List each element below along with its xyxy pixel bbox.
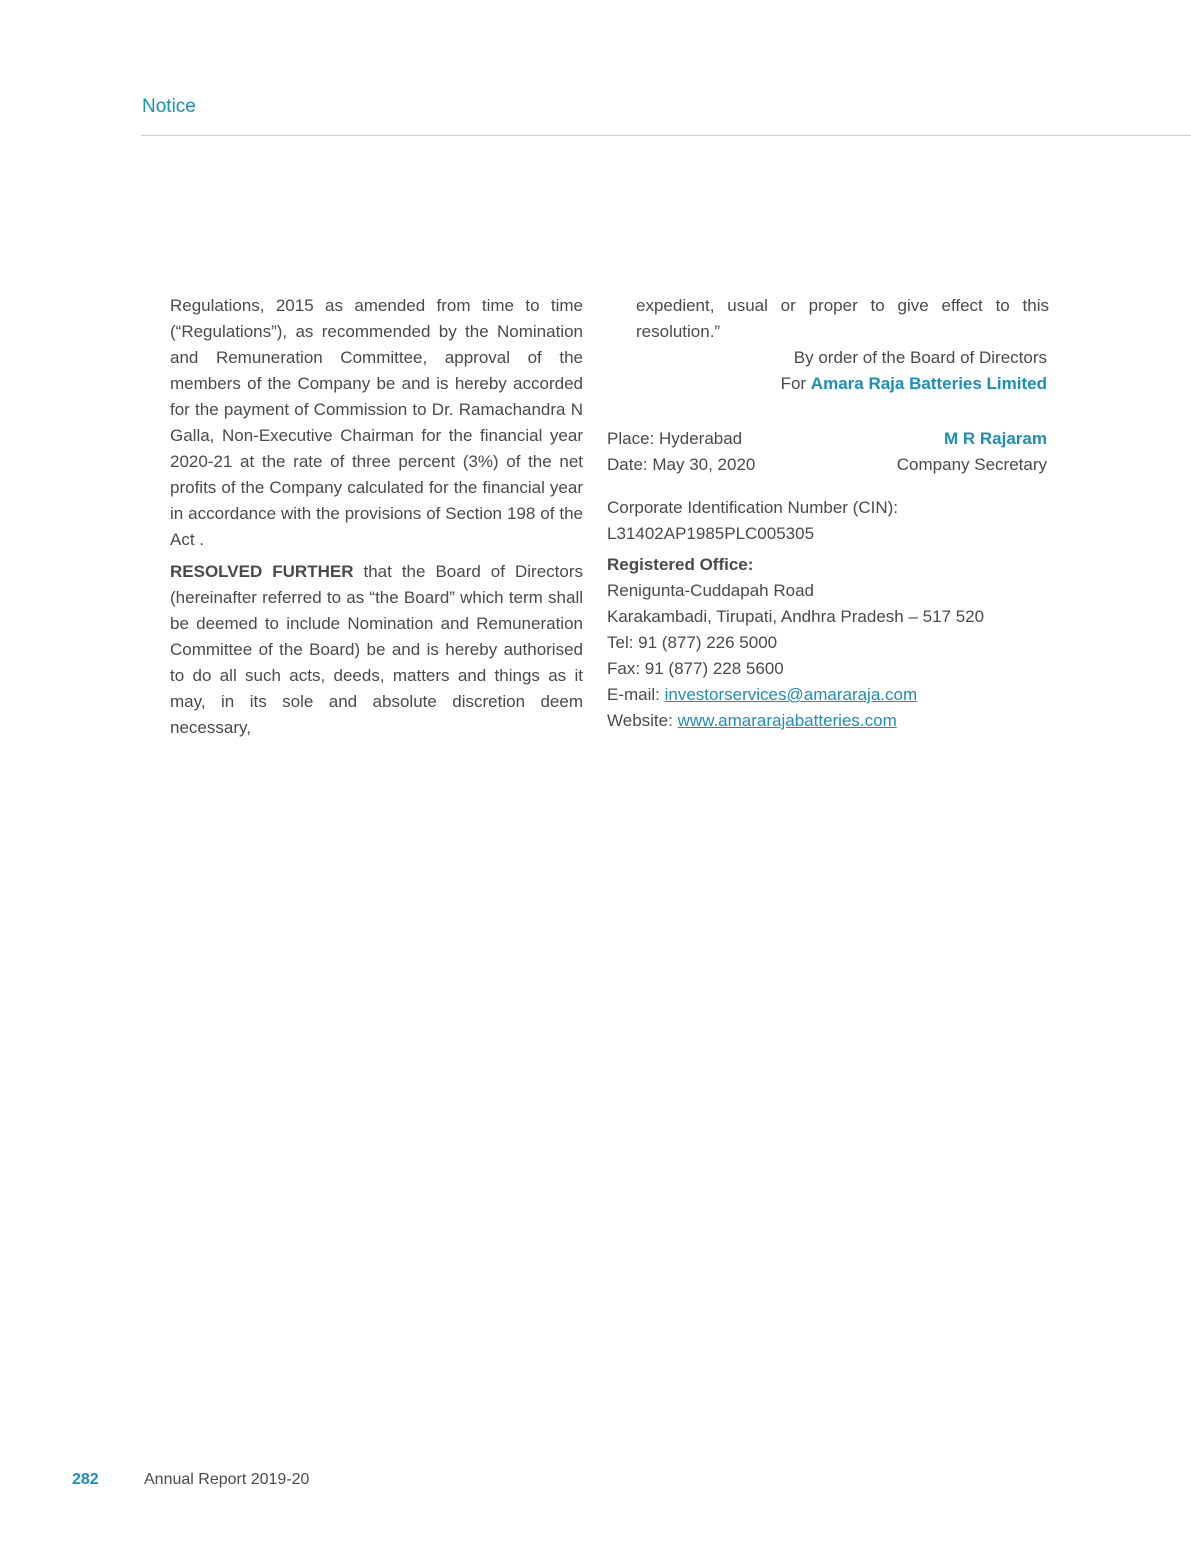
- signatory-title: Company Secretary: [896, 455, 1047, 474]
- order-line: By order of the Board of Directors: [793, 348, 1047, 367]
- telephone: Tel: 91 (877) 226 5000: [607, 633, 778, 652]
- footer-title: Annual Report 2019-20: [144, 1471, 310, 1488]
- signature-row-1: [607, 426, 1047, 452]
- for-prefix: For: [780, 374, 811, 393]
- board-order-block: [607, 345, 1047, 397]
- header-divider: [141, 135, 1191, 136]
- cin-value: L31402AP1985PLC005305: [607, 524, 815, 543]
- page-number: 282: [72, 1471, 99, 1488]
- address-line-1: Renigunta-Cuddapah Road: [607, 581, 814, 600]
- website-line: [607, 708, 1047, 734]
- email-link[interactable]: investorservices@amararaja.com: [664, 685, 918, 704]
- resolved-further-paragraph: [170, 559, 583, 741]
- cin-label: Corporate Identification Number (CIN):: [607, 498, 899, 517]
- company-line: [607, 371, 1047, 397]
- resolved-further-lead: RESOLVED FURTHER: [170, 562, 354, 581]
- resolution-continuation: expedient, usual or proper to give effect to this resolution.”: [636, 296, 1049, 341]
- office-heading: Registered Office:: [607, 555, 754, 574]
- place: Place: Hyderabad: [607, 429, 743, 448]
- fax: Fax: 91 (877) 228 5600: [607, 659, 784, 678]
- left-column: [170, 293, 583, 747]
- company-name: Amara Raja Batteries Limited: [810, 374, 1047, 393]
- website-link[interactable]: www.amararajabatteries.com: [677, 711, 897, 730]
- website-label: Website:: [607, 711, 678, 730]
- address-line-2: Karakambadi, Tirupati, Andhra Pradesh – 517 520: [607, 607, 985, 626]
- section-title: Notice: [142, 96, 196, 117]
- resolution-paragraph: Regulations, 2015 as amended from time to time (“Regulations”), as recommended by the Nomination and Remuneration Committee, approval of the members of the Company be and is hereby accorded for the payment of Commission to Dr. Ramachandra N Galla, Non-Executive Chairman for the financial year 2020-21 at the rate of three percent (3%) of the net profits of the Company calculated for the financial year in accordance with the provisions of Section 198 of the Act .: [170, 296, 583, 549]
- resolved-further-text: that the Board of Directors (hereinafter referred to as “the Board” which term shall be deemed to include Nomination and Remuneration Committee of the Board) be and is hereby authorised to do all such acts, deeds, matters and things as it may, in its sole and absolute discretion deem necessary,: [170, 562, 583, 737]
- signatory-name: M R Rajaram: [944, 429, 1047, 448]
- email-label: E-mail:: [607, 685, 665, 704]
- email-line: [607, 682, 1047, 708]
- signature-row-2: [607, 452, 1047, 478]
- cin-block: [607, 495, 1047, 547]
- date: Date: May 30, 2020: [607, 455, 756, 474]
- registered-office-block: [607, 552, 1047, 734]
